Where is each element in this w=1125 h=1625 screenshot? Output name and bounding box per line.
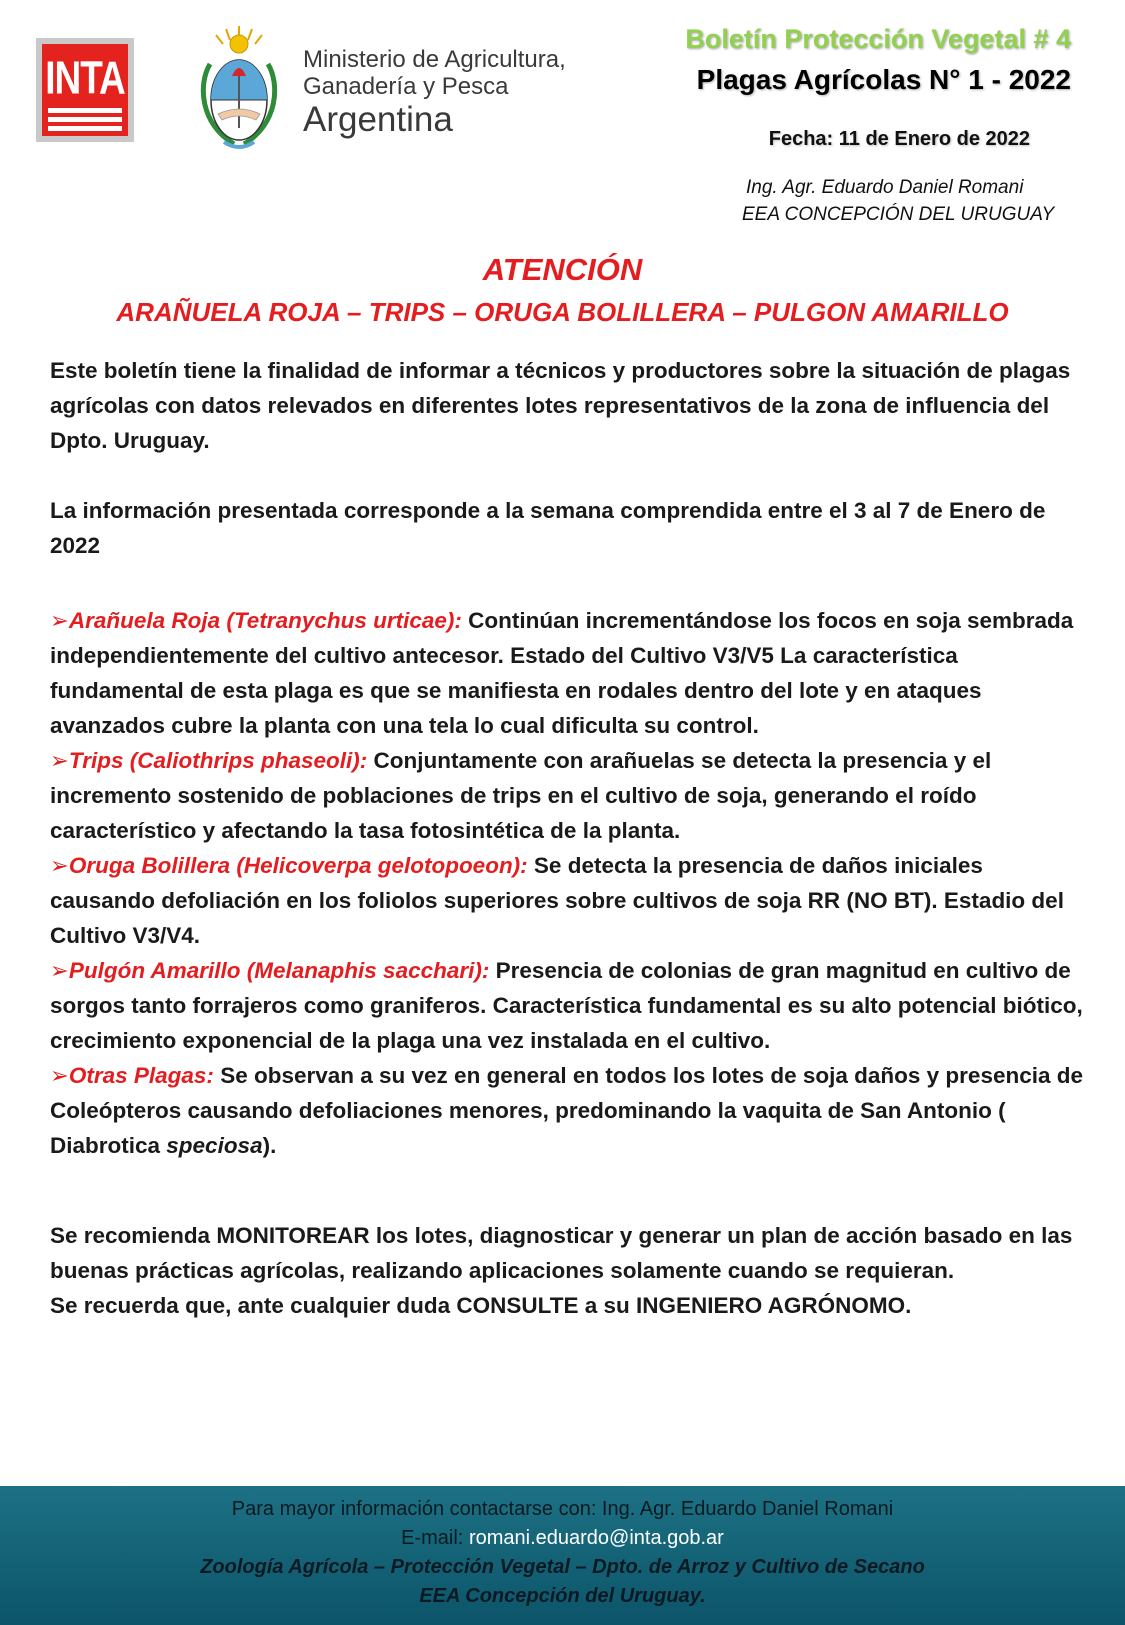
ministry-line-1: Ministerio de Agricultura, xyxy=(303,46,566,73)
arrow-bullet-icon: ➢ xyxy=(50,853,69,878)
pest-item-aranuela xyxy=(50,603,1090,743)
pest-name: Oruga Bolillera (Helicoverpa gelotopoeon): xyxy=(68,853,528,878)
recommendation-block xyxy=(50,1218,1090,1323)
pest-name: Pulgón Amarillo (Melanaphis sacchari): xyxy=(68,958,490,983)
bulletin-date: Fecha: 11 de Enero de 2022 xyxy=(768,128,1030,150)
argentina-coat-of-arms-icon xyxy=(196,24,282,158)
pest-name: Arañuela Roja (Tetranychus urticae): xyxy=(68,608,462,633)
footer-email-link[interactable]: romani.eduardo@inta.gob.ar xyxy=(468,1527,724,1549)
arrow-bullet-icon: ➢ xyxy=(50,1063,69,1088)
ministry-name xyxy=(303,46,566,140)
attention-heading: ATENCIÓN xyxy=(482,252,643,287)
ministry-line-2: Ganadería y Pesca xyxy=(303,73,509,100)
consult-paragraph: Se recuerda que, ante cualquier duda CONSULTE a su INGENIERO AGRÓNOMO. xyxy=(50,1293,912,1318)
ministry-line-3: Argentina xyxy=(303,100,453,139)
pest-description: Conjuntamente con arañuelas se detecta la presencia y el incremento sostenido de poblaciones de trips en el cultivo de soja, generando el roído característico y afectando la tasa fotosintética de la planta. xyxy=(50,748,992,843)
footer-email-label: E-mail: xyxy=(401,1527,469,1549)
pest-name: Trips (Caliothrips phaseoli): xyxy=(68,748,368,773)
pest-item-oruga xyxy=(50,848,1090,953)
author-name: Ing. Agr. Eduardo Daniel Romani xyxy=(746,177,1024,198)
footer-department: Zoología Agrícola – Protección Vegetal – Dpto. de Arroz y Cultivo de Secano xyxy=(200,1556,925,1578)
pest-item-otras xyxy=(50,1058,1090,1163)
pest-description: Se detecta la presencia de daños iniciales causando defoliación en los foliolos superiores sobre cultivos de soja RR (NO BT). Estadio del Cultivo V3/V4. xyxy=(50,853,1064,948)
footer-email-line xyxy=(0,1524,1125,1553)
recommendation-paragraph: Se recomienda MONITOREAR los lotes, diagnosticar y generar un plan de acción basado en las buenas prácticas agrícolas, realizando aplicaciones solamente cuando se requieran. xyxy=(50,1223,1073,1283)
inta-logo-text: INTA xyxy=(45,52,125,104)
arrow-bullet-icon: ➢ xyxy=(50,608,69,633)
footer-contact: Para mayor información contactarse con: Ing. Agr. Eduardo Daniel Romani xyxy=(231,1498,894,1520)
arrow-bullet-icon: ➢ xyxy=(50,958,69,983)
station-name: EEA CONCEPCIÓN DEL URUGUAY xyxy=(742,204,1055,225)
species-name: speciosa xyxy=(166,1133,263,1158)
inta-logo xyxy=(36,38,134,142)
pest-description: Continúan incrementándose los focos en soja sembrada independientemente del cultivo antecesor. Estado del Cultivo V3/V5 La característica fundamental de esta plaga es que se manifiesta en rodales dentro del lote y en ataques avanzados cubre la planta con una tela lo cual dificulta su control. xyxy=(50,608,1074,738)
pest-name: Otras Plagas: xyxy=(68,1063,214,1088)
pest-description-end: ). xyxy=(262,1133,277,1158)
footer-station: EEA Concepción del Uruguay. xyxy=(419,1585,706,1607)
plagas-title: Plagas Agrícolas N° 1 - 2022 xyxy=(696,64,1071,95)
footer xyxy=(0,1486,1125,1625)
pest-description: Se observan a su vez en general en todos los lotes de soja daños y presencia de Coleópteros causando defoliaciones menores, predominando la vaquita de San Antonio ( Diabrotica xyxy=(50,1063,1083,1158)
arrow-bullet-icon: ➢ xyxy=(50,748,69,773)
pest-list xyxy=(50,603,1090,1163)
pest-item-trips xyxy=(50,743,1090,848)
week-paragraph: La información presentada corresponde a la semana comprendida entre el 3 al 7 de Enero de 2022 xyxy=(50,498,1046,558)
intro-paragraph: Este boletín tiene la finalidad de informar a técnicos y productores sobre la situación de plagas agrícolas con datos relevados en diferentes lotes representativos de la zona de influencia del Dpto. Uruguay. xyxy=(50,358,1071,453)
pest-item-pulgon xyxy=(50,953,1090,1058)
pest-description: Presencia de colonias de gran magnitud en cultivo de sorgos tanto forrajeros como graniferos. Característica fundamental es su alto potencial biótico, crecimiento exponencial de la plaga una vez instalada en el cultivo. xyxy=(50,958,1083,1053)
pests-heading: ARAÑUELA ROJA – TRIPS – ORUGA BOLILLERA – PULGON AMARILLO xyxy=(116,297,1009,327)
bulletin-title: Boletín Protección Vegetal # 4 xyxy=(685,24,1071,54)
